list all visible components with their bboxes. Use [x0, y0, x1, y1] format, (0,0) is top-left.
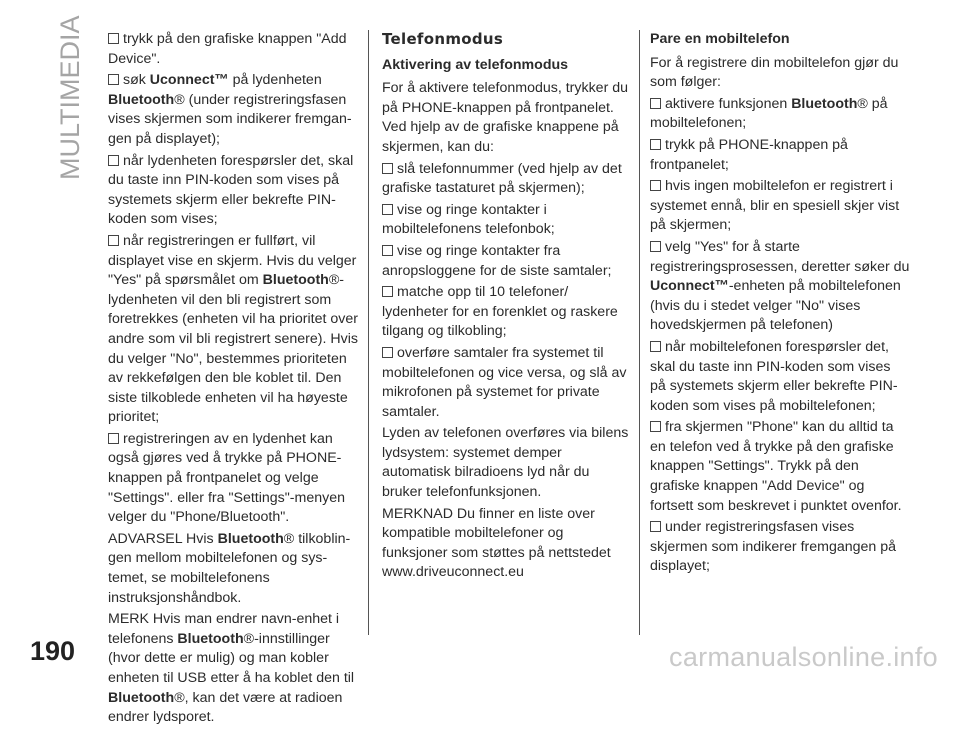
list-item: under registreringsfasen vises skjermen som indikerer fremgangen på displayet; — [650, 519, 897, 575]
checkbox-bullet-icon — [382, 286, 393, 297]
checkbox-bullet-icon — [650, 341, 661, 352]
column-divider-1 — [368, 30, 369, 635]
column-2 — [382, 30, 632, 585]
checkbox-bullet-icon — [650, 139, 661, 150]
list-item: vise og ringe kontakter i mobiltelefonens telefonbok; — [382, 201, 555, 238]
page-number: 190 — [30, 636, 76, 666]
list-item: trykk på PHONE-knappen på frontpanelet; — [650, 136, 848, 173]
checkbox-bullet-icon — [650, 421, 661, 432]
checkbox-bullet-icon — [108, 433, 119, 444]
list-item: fra skjermen "Phone" kan du alltid ta en telefon ved å trykke på den grafiske knappen "Settings". Trykk på den grafiske knappen "Add Device" og fortsett som beskrevet i punktet ovenfor. — [650, 419, 902, 514]
checkbox-bullet-icon — [650, 241, 661, 252]
list-item: registreringen av en lydenhet kan også gjøres ved å trykke på PHONE-knappen på frontpanelet og velge "Settings". eller fra "Settings"-menyen velger du "Phone/Bluetooth". — [108, 430, 346, 526]
list-item: slå telefonnummer (ved hjelp av det grafiske tastaturet på skjermen); — [382, 160, 622, 197]
checkbox-bullet-icon — [108, 155, 119, 166]
list-item: overføre samtaler fra systemet til mobiltelefonen og vice versa, og slå av mikrofonen på systemet for private samtaler. — [382, 344, 627, 420]
list-item: når registreringen er fullført, vil displayet vise en skjerm. Hvis du velger "Yes" på spørsmålet om Bluetooth®-lydenheten vil den bli registrert som foretrekkes (enheten vil ha prioritet over andre som vil bli registrert senere). Hvis du velger "No", bestemmes prioriteten av rekkefølgen den ble koblet til. Den siste tilkoblede enheten vil ha høyeste prioritet; — [108, 232, 358, 426]
section-side-title — [55, 15, 95, 180]
checkbox-bullet-icon — [382, 245, 393, 256]
body-paragraph: Lyden av telefonen overføres via bilens lydsystem: systemet demper automatisk bilradioens lyd når du bruker telefonfunksjonen. — [382, 425, 629, 501]
checkbox-bullet-icon — [382, 347, 393, 358]
intro-paragraph: For å registrere din mobiltelefon gjør du som følger: — [650, 54, 899, 91]
checkbox-bullet-icon — [650, 98, 661, 109]
section-heading: Telefonmodus — [382, 30, 504, 48]
column-1 — [108, 30, 358, 730]
warning-paragraph: ADVARSEL Hvis Bluetooth® tilkoblin-gen mellom mobiltelefonen og sys-temet, se mobiltelefonens instruksjonshåndbok. — [108, 530, 351, 606]
checkbox-bullet-icon — [650, 180, 661, 191]
section-subheading: Aktivering av telefonmodus — [382, 56, 569, 73]
intro-paragraph: For å aktivere telefonmodus, trykker du på PHONE-knappen på frontpanelet. Ved hjelp av de grafiske knappene på skjermen, kan du: — [382, 80, 629, 155]
list-item: trykk på den grafiske knappen "Add Device". — [108, 31, 347, 67]
section-subheading: Pare en mobiltelefon — [650, 31, 790, 47]
checkbox-bullet-icon — [108, 74, 119, 85]
checkbox-bullet-icon — [108, 235, 119, 246]
list-item: velg "Yes" for å starte registreringsprosessen, deretter søker du Uconnect™-enheten på mobiltelefonen (hvis du i stedet velger "No" vises hovedskjermen på telefonen) — [650, 238, 910, 334]
column-divider-2 — [639, 30, 640, 635]
list-item: matche opp til 10 telefoner/ lydenheter for en forenklet og raskere tilgang og tilkobling; — [382, 284, 618, 340]
list-item: aktivere funksjonen Bluetooth® på mobiltelefonen; — [650, 95, 888, 132]
column-3 — [650, 30, 910, 579]
list-item: vise og ringe kontakter fra anropsloggene for de siste samtaler; — [382, 242, 612, 279]
checkbox-bullet-icon — [108, 33, 119, 44]
side-title-text: MULTIMEDIA — [55, 15, 85, 180]
list-item: hvis ingen mobiltelefon er registrert i systemet ennå, blir en spesiell skjer vist på skjermen; — [650, 178, 900, 234]
list-item: søk Uconnect™ på lydenheten Bluetooth® (under registreringsfasen vises skjermen som indikerer fremgan-gen på displayet); — [108, 72, 352, 147]
list-item: når mobiltelefonen forespørsler det, skal du taste inn PIN-koden som vises på systemets skjerm eller bekrefte PIN-koden som vises på mobiltelefonen; — [650, 338, 898, 414]
note-paragraph: MERK Hvis man endrer navn-enhet i telefonens Bluetooth®-innstillinger (hvor dette er mulig) og man kobler enheten til USB etter å ha koblet den til Bluetooth®, kan det være at radioen endrer lydsporet. — [108, 611, 355, 726]
checkbox-bullet-icon — [382, 204, 393, 215]
list-item: når lydenheten forespørsler det, skal du taste inn PIN-koden som vises på systemets skjerm eller bekrefte PIN-koden som vises; — [108, 152, 354, 228]
watermark-text: carmanualsonline.info — [669, 642, 938, 672]
checkbox-bullet-icon — [650, 521, 661, 532]
checkbox-bullet-icon — [382, 163, 393, 174]
note-paragraph: MERKNAD Du finner en liste over kompatible mobiltelefoner og funksjoner som støttes på nettstedet www.driveuconnect.eu — [382, 505, 611, 581]
